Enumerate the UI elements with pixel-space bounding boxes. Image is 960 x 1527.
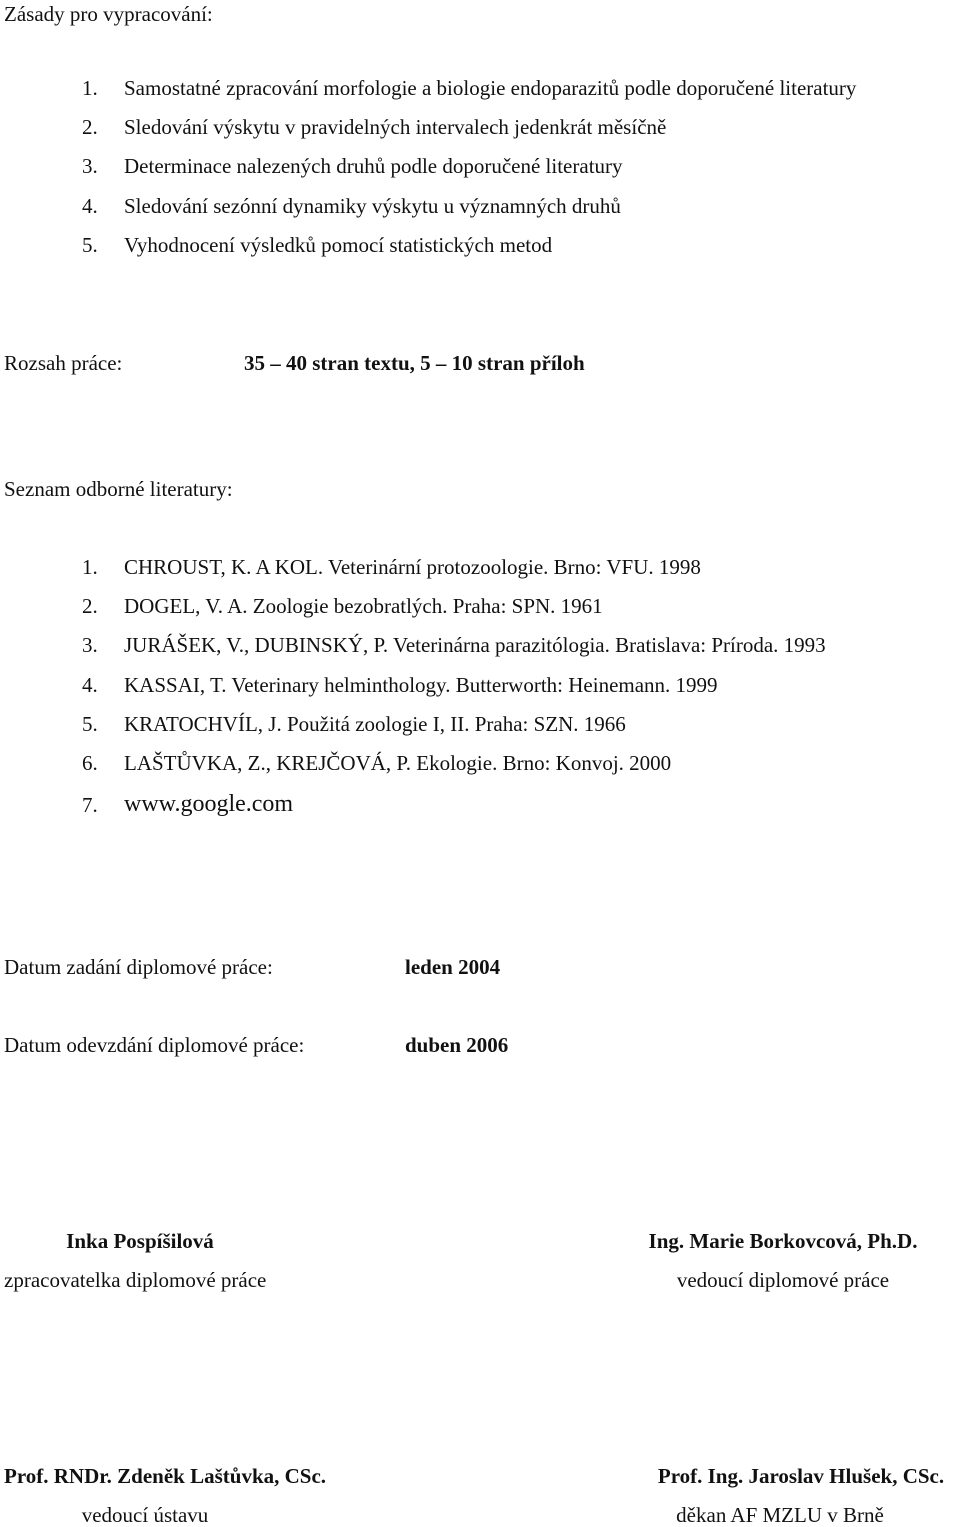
- item-text: Vyhodnocení výsledků pomocí statistických metod: [124, 233, 553, 257]
- item-text: DOGEL, V. A. Zoologie bezobratlých. Praha: SPN. 1961: [124, 594, 603, 618]
- head-name: Prof. RNDr. Zdeněk Laštůvka, CSc.: [4, 1464, 327, 1488]
- item-number: 1.: [82, 76, 98, 100]
- item-text: Sledování sezónní dynamiky výskytu u významných druhů: [124, 194, 621, 218]
- dean-role: děkan AF MZLU v Brně: [676, 1503, 884, 1527]
- author-role: zpracovatelka diplomové práce: [4, 1268, 267, 1292]
- item-number: 4.: [82, 673, 98, 697]
- item-text: LAŠTŮVKA, Z., KREJČOVÁ, P. Ekologie. Brno: Konvoj. 2000: [124, 751, 672, 775]
- item-text: Determinace nalezených druhů podle doporučené literatury: [124, 154, 623, 178]
- literature-heading: Seznam odborné literatury:: [4, 477, 233, 501]
- submitted-date-value: duben 2006: [405, 1033, 509, 1057]
- scope-value: 35 – 40 stran textu, 5 – 10 stran příloh: [244, 351, 585, 375]
- item-text: KRATOCHVÍL, J. Použitá zoologie I, II. Praha: SZN. 1966: [124, 712, 626, 736]
- dean-name: Prof. Ing. Jaroslav Hlušek, CSc.: [657, 1464, 945, 1488]
- item-text: KASSAI, T. Veterinary helminthology. Butterworth: Heinemann. 1999: [124, 673, 718, 697]
- author-name: Inka Pospíšilová: [66, 1229, 214, 1253]
- item-text: Samostatné zpracování morfologie a biologie endoparazitů podle doporučené literatury: [124, 76, 857, 100]
- item-number: 1.: [82, 555, 98, 579]
- supervisor-name: Ing. Marie Borkovcová, Ph.D.: [648, 1229, 918, 1253]
- assigned-date-label: Datum zadání diplomové práce:: [4, 955, 273, 979]
- item-number: 7.: [82, 793, 98, 817]
- item-number: 2.: [82, 115, 98, 139]
- item-number: 5.: [82, 233, 98, 257]
- principles-heading: Zásady pro vypracování:: [4, 2, 213, 26]
- scope-label: Rozsah práce:: [4, 351, 123, 375]
- item-text: Sledování výskytu v pravidelných intervalech jedenkrát měsíčně: [124, 115, 667, 139]
- item-number: 6.: [82, 751, 98, 775]
- head-role: vedoucí ústavu: [81, 1503, 209, 1527]
- item-number: 4.: [82, 194, 98, 218]
- item-text: JURÁŠEK, V., DUBINSKÝ, P. Veterinárna parazitólogia. Bratislava: Príroda. 1993: [124, 633, 826, 657]
- item-number: 3.: [82, 154, 98, 178]
- assigned-date-value: leden 2004: [405, 955, 501, 979]
- supervisor-role: vedoucí diplomové práce: [676, 1268, 890, 1292]
- submitted-date-label: Datum odevzdání diplomové práce:: [4, 1033, 305, 1057]
- item-text: CHROUST, K. A KOL. Veterinární protozoologie. Brno: VFU. 1998: [124, 555, 701, 579]
- item-number: 2.: [82, 594, 98, 618]
- item-number: 3.: [82, 633, 98, 657]
- item-text: www.google.com: [124, 791, 294, 817]
- item-number: 5.: [82, 712, 98, 736]
